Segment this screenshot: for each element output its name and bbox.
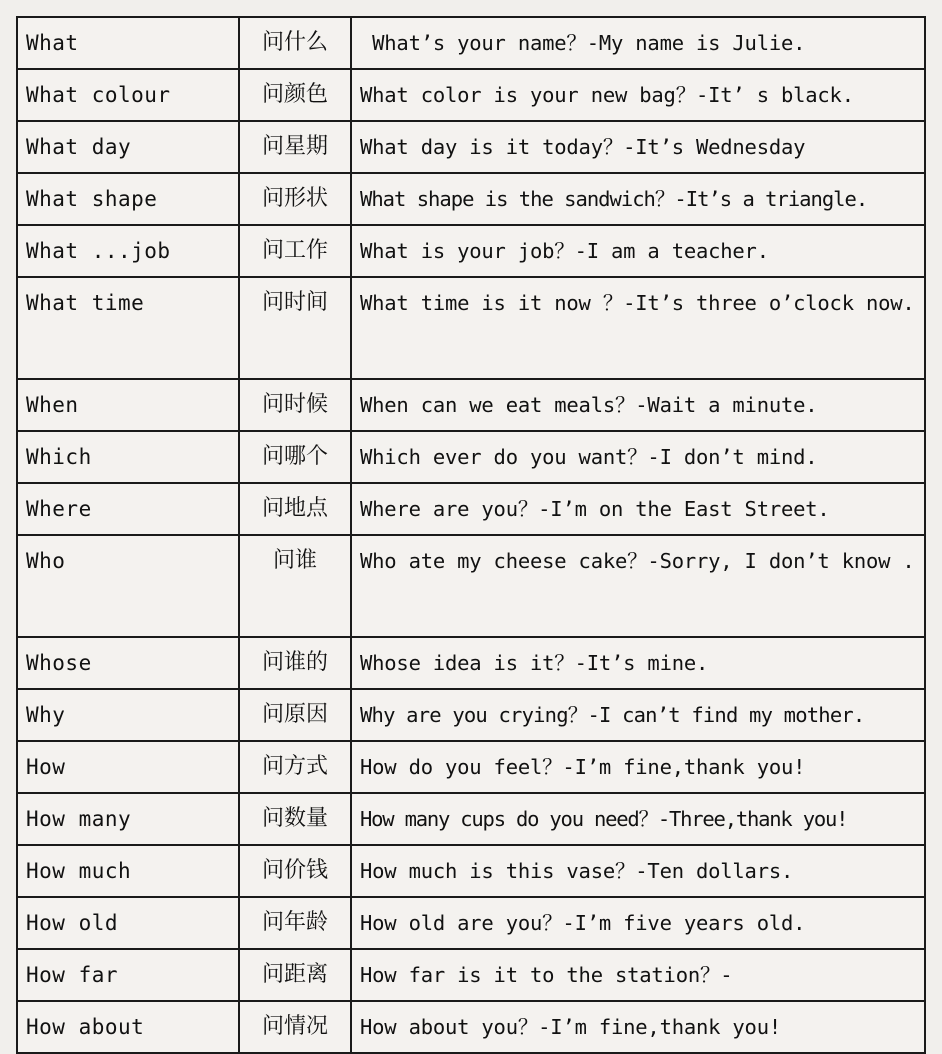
meaning-cell: 问年龄 [239,897,351,949]
meaning-cell: 问时候 [239,379,351,431]
example-cell: Who ate my cheese cake？-Sorry, I don’t know . [351,535,925,637]
example-cell: How far is it to the station？- [351,949,925,1001]
question-word-cell: Which [17,431,239,483]
table-row [17,793,925,845]
meaning-cell: 问哪个 [239,431,351,483]
meaning-cell: 问工作 [239,225,351,277]
question-word-cell: How much [17,845,239,897]
example-cell: How do you feel？-I’m fine,thank you! [351,741,925,793]
table-row [17,949,925,1001]
question-word-cell: Why [17,689,239,741]
question-word-cell: How many [17,793,239,845]
table-row [17,431,925,483]
example-cell: Whose idea is it？-It’s mine. [351,637,925,689]
table-row [17,845,925,897]
table-row [17,637,925,689]
meaning-cell: 问什么 [239,17,351,69]
example-cell: What shape is the sandwich？-It’s a triangle. [351,173,925,225]
table-row [17,897,925,949]
table-row [17,379,925,431]
question-word-cell: Where [17,483,239,535]
meaning-cell: 问价钱 [239,845,351,897]
table-row [17,1001,925,1053]
example-cell: Where are you？-I’m on the East Street. [351,483,925,535]
meaning-cell: 问原因 [239,689,351,741]
example-cell: What’s your name？-My name is Julie. [351,17,925,69]
table-row [17,483,925,535]
example-cell: Which ever do you want？-I don’t mind. [351,431,925,483]
table-row [17,225,925,277]
question-word-cell: How about [17,1001,239,1053]
question-word-cell: Whose [17,637,239,689]
table-row [17,277,925,379]
question-words-table [16,16,926,1054]
question-word-cell: What ...job [17,225,239,277]
table-row [17,173,925,225]
question-word-cell: How [17,741,239,793]
meaning-cell: 问数量 [239,793,351,845]
question-word-cell: When [17,379,239,431]
table-row [17,17,925,69]
meaning-cell: 问星期 [239,121,351,173]
example-cell: How many cups do you need？-Three,thank you! [351,793,925,845]
meaning-cell: 问谁的 [239,637,351,689]
question-word-cell: How far [17,949,239,1001]
table-body [17,17,925,1053]
question-word-cell: How old [17,897,239,949]
example-cell: What time is it now ？-It’s three o’clock now. [351,277,925,379]
table-row [17,689,925,741]
table-row [17,741,925,793]
meaning-cell: 问颜色 [239,69,351,121]
table-row [17,535,925,637]
question-word-cell: What colour [17,69,239,121]
meaning-cell: 问时间 [239,277,351,379]
meaning-cell: 问距离 [239,949,351,1001]
example-cell: How much is this vase？-Ten dollars. [351,845,925,897]
meaning-cell: 问情况 [239,1001,351,1053]
meaning-cell: 问形状 [239,173,351,225]
meaning-cell: 问方式 [239,741,351,793]
meaning-cell: 问谁 [239,535,351,637]
question-word-cell: Who [17,535,239,637]
example-cell: How about you？-I’m fine,thank you! [351,1001,925,1053]
question-word-cell: What [17,17,239,69]
example-cell: What day is it today？-It’s Wednesday [351,121,925,173]
table-row [17,69,925,121]
example-cell: When can we eat meals？-Wait a minute. [351,379,925,431]
question-word-cell: What day [17,121,239,173]
example-cell: How old are you？-I’m five years old. [351,897,925,949]
table-row [17,121,925,173]
example-cell: What is your job？-I am a teacher. [351,225,925,277]
meaning-cell: 问地点 [239,483,351,535]
example-cell: What color is your new bag？-It’ s black. [351,69,925,121]
question-word-cell: What time [17,277,239,379]
question-word-cell: What shape [17,173,239,225]
example-cell: Why are you crying？-I can’t find my mother. [351,689,925,741]
